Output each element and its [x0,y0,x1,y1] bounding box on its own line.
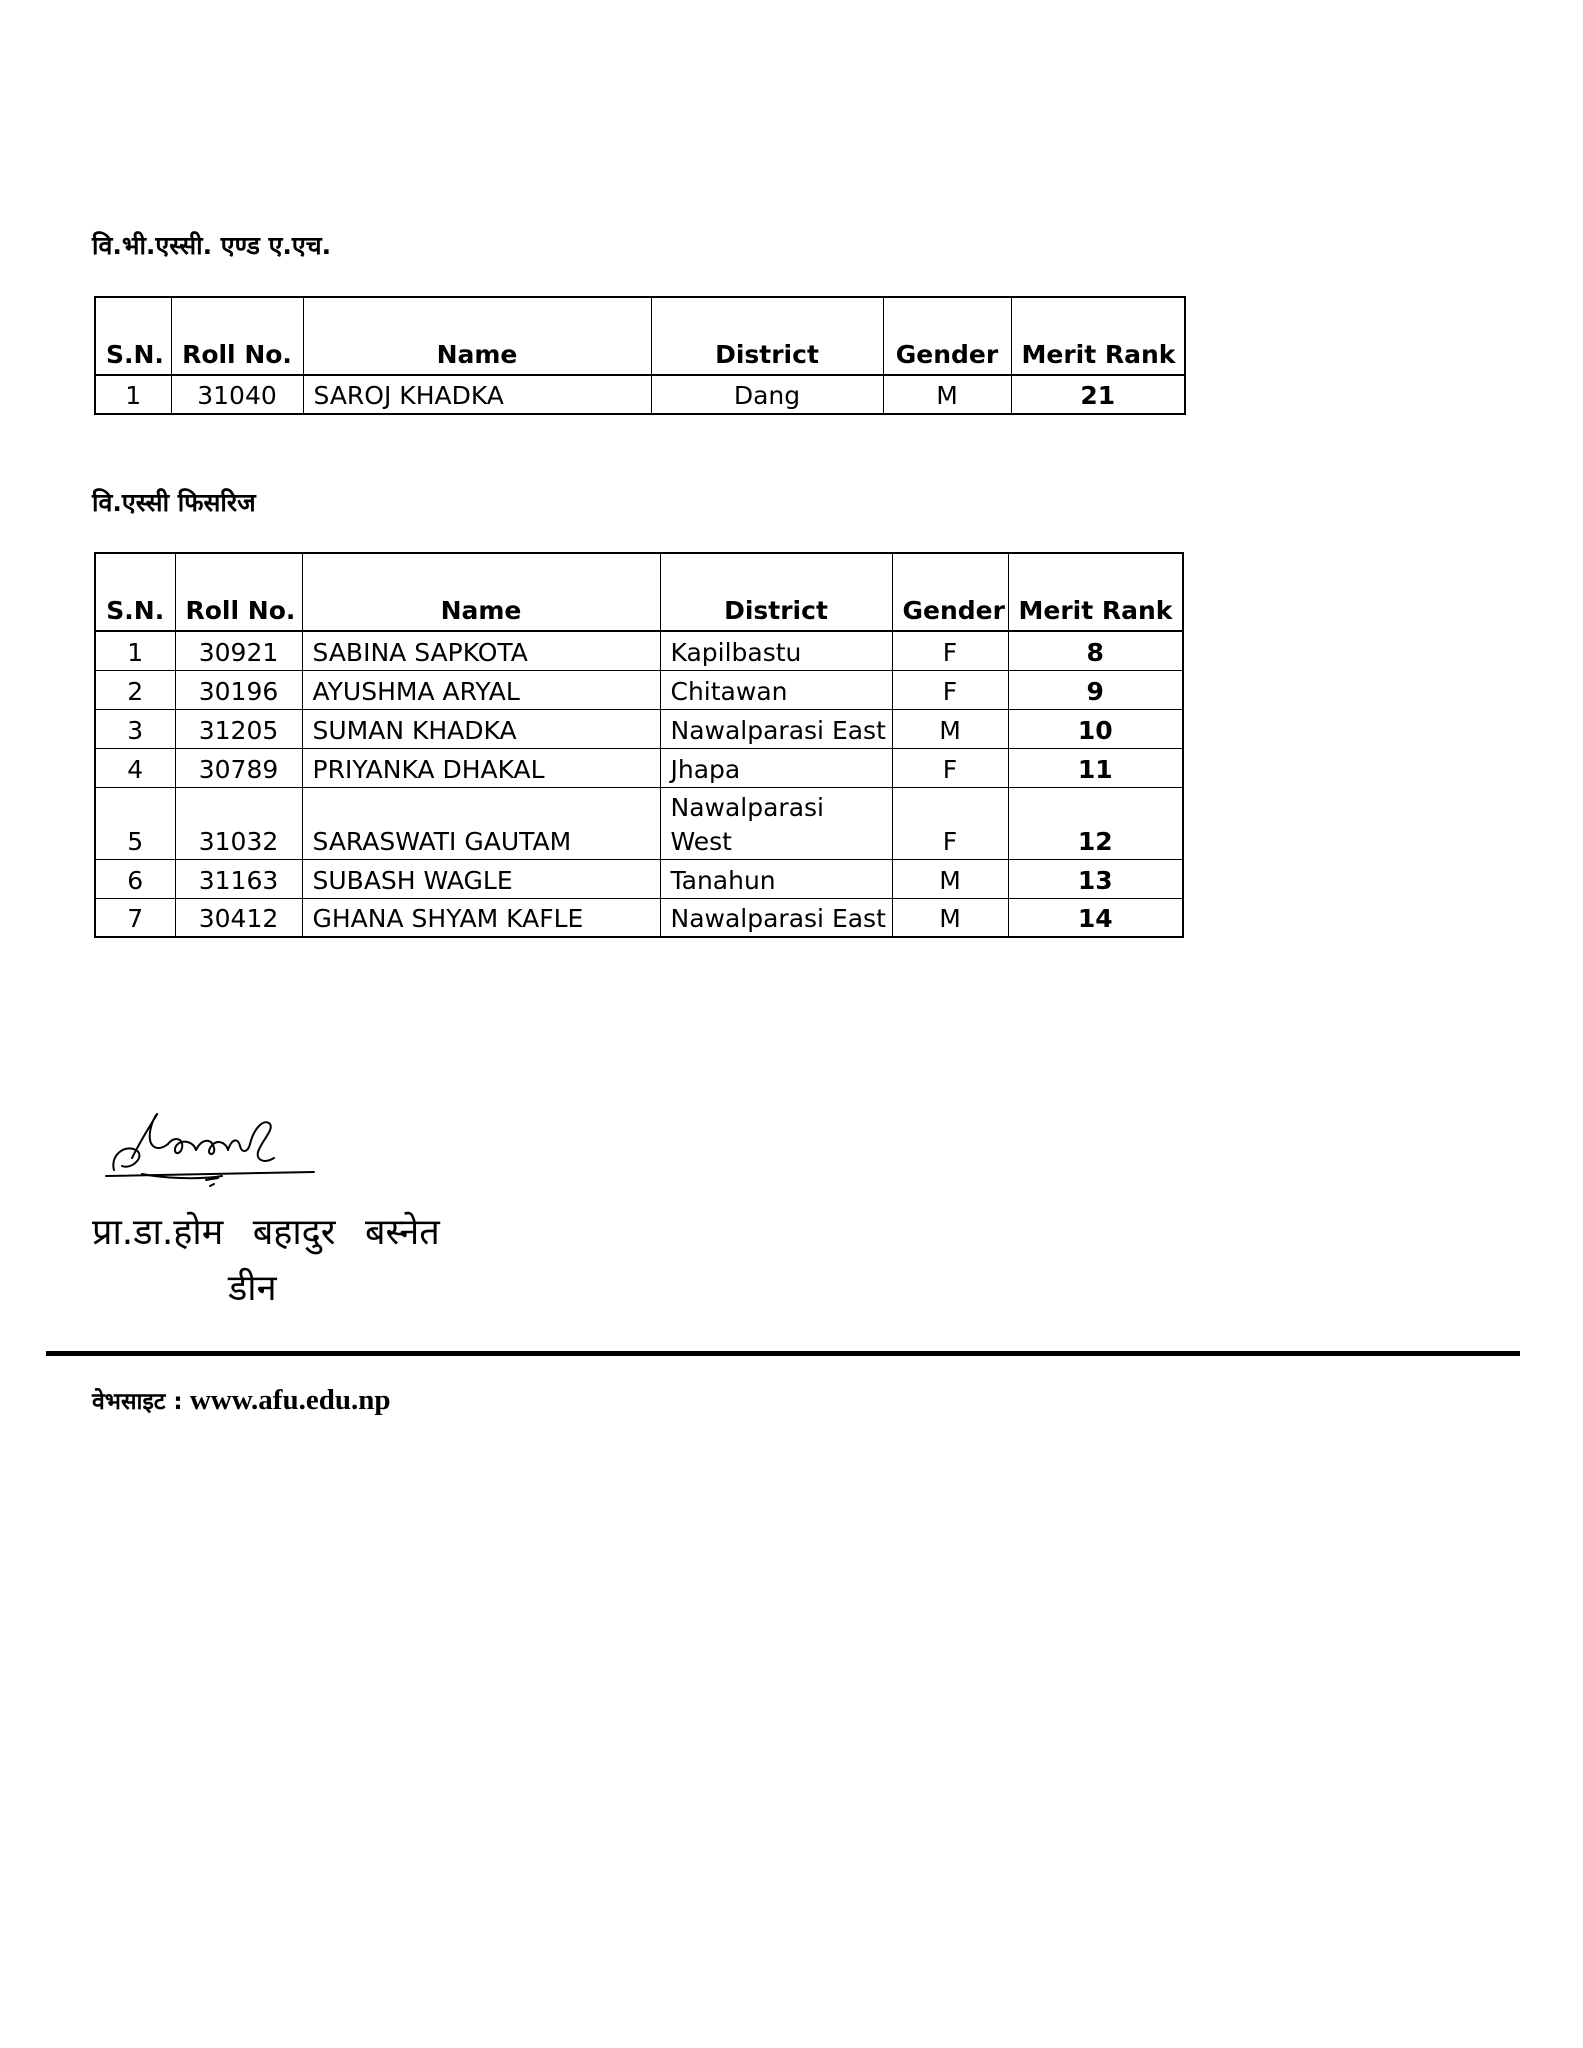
cell-name: AYUSHMA ARYAL [302,670,660,709]
cell-roll: 31040 [171,375,303,414]
section-title-bvsc: वि.भी.एस्सी. एण्ड ए.एच. [92,231,332,260]
header-sn: S.N. [95,297,171,375]
header-district: District [651,297,883,375]
cell-rank: 12 [1008,787,1183,859]
header-roll: Roll No. [171,297,303,375]
cell-gender: M [892,709,1008,748]
cell-roll: 31032 [175,787,302,859]
header-gender: Gender [892,553,1008,631]
cell-sn: 4 [95,748,175,787]
cell-sn: 5 [95,787,175,859]
cell-gender: M [892,859,1008,898]
cell-district: Chitawan [660,670,892,709]
table-row [95,787,1183,859]
cell-name: PRIYANKA DHAKAL [302,748,660,787]
header-district: District [660,553,892,631]
cell-district: Dang [651,375,883,414]
header-name: Name [303,297,651,375]
table-row [95,670,1183,709]
cell-gender: F [892,631,1008,670]
signatory-name: प्रा.डा.होम बहादुर बस्नेत [92,1212,440,1253]
cell-sn: 3 [95,709,175,748]
cell-name: SUMAN KHADKA [302,709,660,748]
table-row [95,898,1183,937]
header-sn: S.N. [95,553,175,631]
header-roll: Roll No. [175,553,302,631]
header-name: Name [302,553,660,631]
cell-gender: F [892,787,1008,859]
cell-name: SAROJ KHADKA [303,375,651,414]
cell-name: SARASWATI GAUTAM [302,787,660,859]
cell-district: Kapilbastu [660,631,892,670]
cell-roll: 31205 [175,709,302,748]
header-merit-rank: Merit Rank [1008,553,1183,631]
cell-gender: F [892,670,1008,709]
header-gender: Gender [883,297,1011,375]
table-header-row [95,553,1183,631]
cell-roll: 30789 [175,748,302,787]
cell-rank: 11 [1008,748,1183,787]
cell-gender: F [892,748,1008,787]
table-row [95,859,1183,898]
merit-table-bvsc [94,296,1186,415]
cell-sn: 6 [95,859,175,898]
cell-rank: 13 [1008,859,1183,898]
cell-sn: 7 [95,898,175,937]
website-label: वेभसाइट : [92,1389,183,1415]
cell-sn: 1 [95,631,175,670]
cell-sn: 2 [95,670,175,709]
cell-roll: 30921 [175,631,302,670]
cell-district: Jhapa [660,748,892,787]
cell-rank: 10 [1008,709,1183,748]
cell-name: SUBASH WAGLE [302,859,660,898]
cell-rank: 14 [1008,898,1183,937]
cell-gender: M [892,898,1008,937]
cell-sn: 1 [95,375,171,414]
table-header-row [95,297,1185,375]
cell-roll: 31163 [175,859,302,898]
signatory-title: डीन [228,1268,277,1309]
table-row [95,631,1183,670]
cell-district: Tanahun [660,859,892,898]
cell-name: GHANA SHYAM KAFLE [302,898,660,937]
table-row [95,709,1183,748]
cell-district: Nawalparasi West [660,787,892,859]
cell-rank: 8 [1008,631,1183,670]
footer [92,1384,390,1417]
cell-gender: M [883,375,1011,414]
cell-rank: 21 [1011,375,1185,414]
footer-divider [46,1351,1520,1356]
cell-roll: 30412 [175,898,302,937]
signature-icon [102,1108,332,1188]
cell-district: Nawalparasi East [660,898,892,937]
header-merit-rank: Merit Rank [1011,297,1185,375]
table-row [95,375,1185,414]
table-row [95,748,1183,787]
website-link[interactable]: www.afu.edu.np [189,1384,391,1416]
cell-roll: 30196 [175,670,302,709]
section-title-fisheries: वि.एस्सी फिसरिज [92,488,256,517]
merit-table-fisheries [94,552,1184,938]
cell-name: SABINA SAPKOTA [302,631,660,670]
cell-rank: 9 [1008,670,1183,709]
cell-district: Nawalparasi East [660,709,892,748]
